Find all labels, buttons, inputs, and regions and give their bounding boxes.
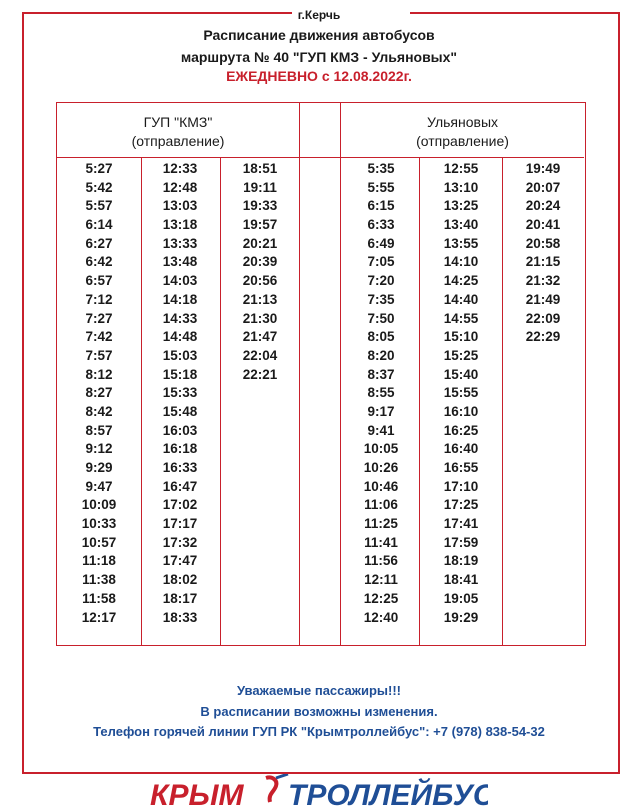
krymtrolleybus-logo <box>148 774 488 807</box>
left-stop-name: ГУП "КМЗ" <box>143 114 213 130</box>
trolleybus-pole-icon <box>266 774 288 802</box>
notice-changes: В расписании возможны изменения. <box>200 704 438 719</box>
departure-time: 11:25 <box>364 516 398 532</box>
departure-time: 21:32 <box>525 273 561 289</box>
departure-time: 14:25 <box>443 273 479 289</box>
departure-time: 13:40 <box>443 217 479 233</box>
right-times-col2 <box>431 160 491 627</box>
departure-time: 19:05 <box>443 590 479 606</box>
valid-from-label: ЕЖЕДНЕВНО с 12.08.2022г. <box>226 68 412 84</box>
departure-time: 13:48 <box>162 254 198 270</box>
departure-time: 21:13 <box>242 291 278 307</box>
departure-time: 13:10 <box>443 179 479 195</box>
departure-time: 14:10 <box>443 254 479 270</box>
departure-time: 14:03 <box>162 273 198 289</box>
departure-time: 16:03 <box>162 422 198 438</box>
departure-time: 8:57 <box>85 422 113 438</box>
departure-time: 19:57 <box>242 217 278 233</box>
departure-time: 7:20 <box>367 273 395 289</box>
departure-time: 20:58 <box>525 235 561 251</box>
departure-time: 17:47 <box>162 553 198 569</box>
departure-time: 7:35 <box>367 291 395 307</box>
left-stop-header <box>57 113 299 151</box>
city-label: г.Керчь <box>297 8 341 22</box>
departure-time: 11:41 <box>364 534 398 550</box>
departure-time: 5:42 <box>85 179 113 195</box>
departure-time: 7:12 <box>85 291 113 307</box>
departure-time: 12:55 <box>443 161 479 176</box>
departure-time: 13:55 <box>443 235 479 251</box>
departure-time: 9:47 <box>85 478 113 494</box>
departure-time: 11:56 <box>364 553 398 569</box>
departure-time: 20:56 <box>242 273 278 289</box>
departure-time: 8:55 <box>367 385 395 401</box>
departure-time: 17:02 <box>162 497 198 513</box>
departure-time: 6:15 <box>367 198 395 214</box>
departure-time: 22:29 <box>525 329 561 345</box>
departure-time: 14:48 <box>162 329 198 345</box>
right-col-divider-1 <box>419 157 420 645</box>
departure-time: 12:17 <box>81 609 117 625</box>
departure-time: 21:49 <box>525 291 561 307</box>
departure-time: 18:02 <box>162 572 198 588</box>
departure-time: 9:41 <box>367 422 395 438</box>
right-stop-header <box>341 113 584 151</box>
departure-time: 14:18 <box>162 291 198 307</box>
departure-time: 20:24 <box>525 198 561 214</box>
departure-time: 15:55 <box>443 385 479 401</box>
departure-time: 19:49 <box>525 161 561 176</box>
departure-time: 8:27 <box>85 385 113 401</box>
departure-time: 10:57 <box>81 534 117 550</box>
departure-time: 14:55 <box>443 310 479 326</box>
departure-time: 12:11 <box>364 572 398 588</box>
left-times-col1 <box>69 160 129 627</box>
departure-time: 11:06 <box>364 497 398 513</box>
departure-time: 21:15 <box>525 254 561 270</box>
departure-time: 16:40 <box>443 441 479 457</box>
left-col-divider-1 <box>141 157 142 645</box>
departure-time: 18:33 <box>162 609 198 625</box>
departure-time: 17:59 <box>443 534 479 550</box>
departure-time: 8:05 <box>367 329 395 345</box>
departure-time: 16:25 <box>443 422 479 438</box>
departure-time: 5:27 <box>85 161 113 176</box>
departure-time: 14:40 <box>443 291 479 307</box>
departure-time: 10:46 <box>363 478 399 494</box>
departure-time: 9:29 <box>85 460 113 475</box>
departure-time: 20:07 <box>525 179 561 195</box>
departure-time: 6:33 <box>367 217 395 233</box>
right-stop-subtitle: (отправление) <box>416 133 509 149</box>
departure-time: 12:33 <box>162 161 198 176</box>
departure-time: 11:38 <box>82 572 116 588</box>
schedule-title: Расписание движения автобусов <box>203 27 435 43</box>
departure-time: 8:42 <box>85 403 113 419</box>
departure-time: 19:33 <box>242 198 278 214</box>
departure-time: 10:09 <box>81 497 117 513</box>
departure-time: 13:33 <box>162 235 198 251</box>
departure-time: 16:33 <box>162 460 198 475</box>
departure-time: 7:05 <box>367 254 395 270</box>
departure-time: 11:18 <box>82 553 116 569</box>
departure-time: 12:25 <box>363 590 399 606</box>
departure-time: 18:51 <box>242 161 278 176</box>
left-stop-subtitle: (отправление) <box>131 133 225 149</box>
route-title: маршрута № 40 "ГУП КМЗ - Ульяновых" <box>180 49 458 65</box>
departure-time: 20:41 <box>525 217 561 233</box>
departure-time: 17:32 <box>162 534 198 550</box>
departure-time: 20:39 <box>242 254 278 270</box>
departure-time: 10:26 <box>363 460 399 475</box>
timetable <box>56 102 586 646</box>
departure-time: 16:47 <box>162 478 198 494</box>
departure-time: 7:57 <box>85 347 113 363</box>
departure-time: 6:14 <box>85 217 113 233</box>
departure-time: 20:21 <box>242 235 278 251</box>
right-times-col1 <box>351 160 411 627</box>
departure-time: 19:29 <box>443 609 479 625</box>
departure-time: 18:41 <box>443 572 479 588</box>
departure-time: 7:27 <box>85 310 113 326</box>
departure-time: 21:30 <box>242 310 278 326</box>
departure-time: 15:03 <box>162 347 198 363</box>
departure-time: 17:25 <box>443 497 479 513</box>
logo-text-trolleybus: ТРОЛЛЕЙБУС <box>288 779 488 807</box>
departure-time: 13:03 <box>162 198 198 214</box>
departure-time: 7:42 <box>85 329 113 345</box>
separator-line-left <box>299 102 300 646</box>
departure-time: 17:17 <box>162 516 198 532</box>
left-times-col2 <box>150 160 210 627</box>
departure-time: 6:27 <box>85 235 113 251</box>
logo-text-krym: КРЫМ <box>150 779 244 807</box>
departure-time: 16:55 <box>443 460 479 475</box>
right-times-col3 <box>513 160 573 347</box>
departure-time: 18:17 <box>162 590 198 606</box>
departure-time: 13:18 <box>162 217 198 233</box>
left-col-divider-2 <box>220 157 221 645</box>
departure-time: 22:09 <box>525 310 561 326</box>
right-stop-name: Ульяновых <box>426 114 499 130</box>
departure-time: 16:18 <box>162 441 198 457</box>
table-header-divider <box>56 157 584 158</box>
departure-time: 10:05 <box>363 441 399 457</box>
departure-time: 9:12 <box>85 441 113 457</box>
departure-time: 9:17 <box>367 403 395 419</box>
departure-time: 22:21 <box>242 366 278 382</box>
separator-line-right <box>340 102 341 646</box>
logo-graphic <box>148 774 488 807</box>
departure-time: 12:48 <box>162 179 198 195</box>
departure-time: 6:42 <box>85 254 113 270</box>
departure-time: 7:50 <box>367 310 395 326</box>
departure-time: 10:33 <box>81 516 117 532</box>
departure-time: 15:10 <box>443 329 479 345</box>
departure-time: 5:55 <box>367 179 395 195</box>
departure-time: 12:40 <box>363 609 399 625</box>
departure-time: 8:20 <box>367 347 395 363</box>
departure-time: 5:57 <box>85 198 113 214</box>
departure-time: 8:12 <box>85 366 113 382</box>
departure-time: 6:57 <box>85 273 113 289</box>
departure-time: 11:58 <box>82 590 116 606</box>
notice-hotline: Телефон горячей линии ГУП РК "Крымтроллейбус": +7 (978) 838-54-32 <box>93 724 545 739</box>
departure-time: 16:10 <box>443 403 479 419</box>
departure-time: 15:25 <box>443 347 479 363</box>
departure-time: 17:41 <box>443 516 479 532</box>
departure-time: 5:35 <box>367 161 395 176</box>
departure-time: 15:48 <box>162 403 198 419</box>
departure-time: 6:49 <box>367 235 395 251</box>
departure-time: 8:37 <box>367 366 395 382</box>
departure-time: 13:25 <box>443 198 479 214</box>
departure-time: 18:19 <box>443 553 479 569</box>
departure-time: 19:11 <box>243 179 277 195</box>
departure-time: 15:18 <box>162 366 198 382</box>
departure-time: 15:33 <box>162 385 198 401</box>
departure-time: 22:04 <box>242 347 278 363</box>
departure-time: 17:10 <box>443 478 479 494</box>
departure-time: 21:47 <box>242 329 278 345</box>
notice-greeting: Уважаемые пассажиры!!! <box>236 683 402 698</box>
left-times-col3 <box>230 160 290 384</box>
departure-time: 15:40 <box>443 366 479 382</box>
right-col-divider-2 <box>502 157 503 645</box>
departure-time: 14:33 <box>162 310 198 326</box>
